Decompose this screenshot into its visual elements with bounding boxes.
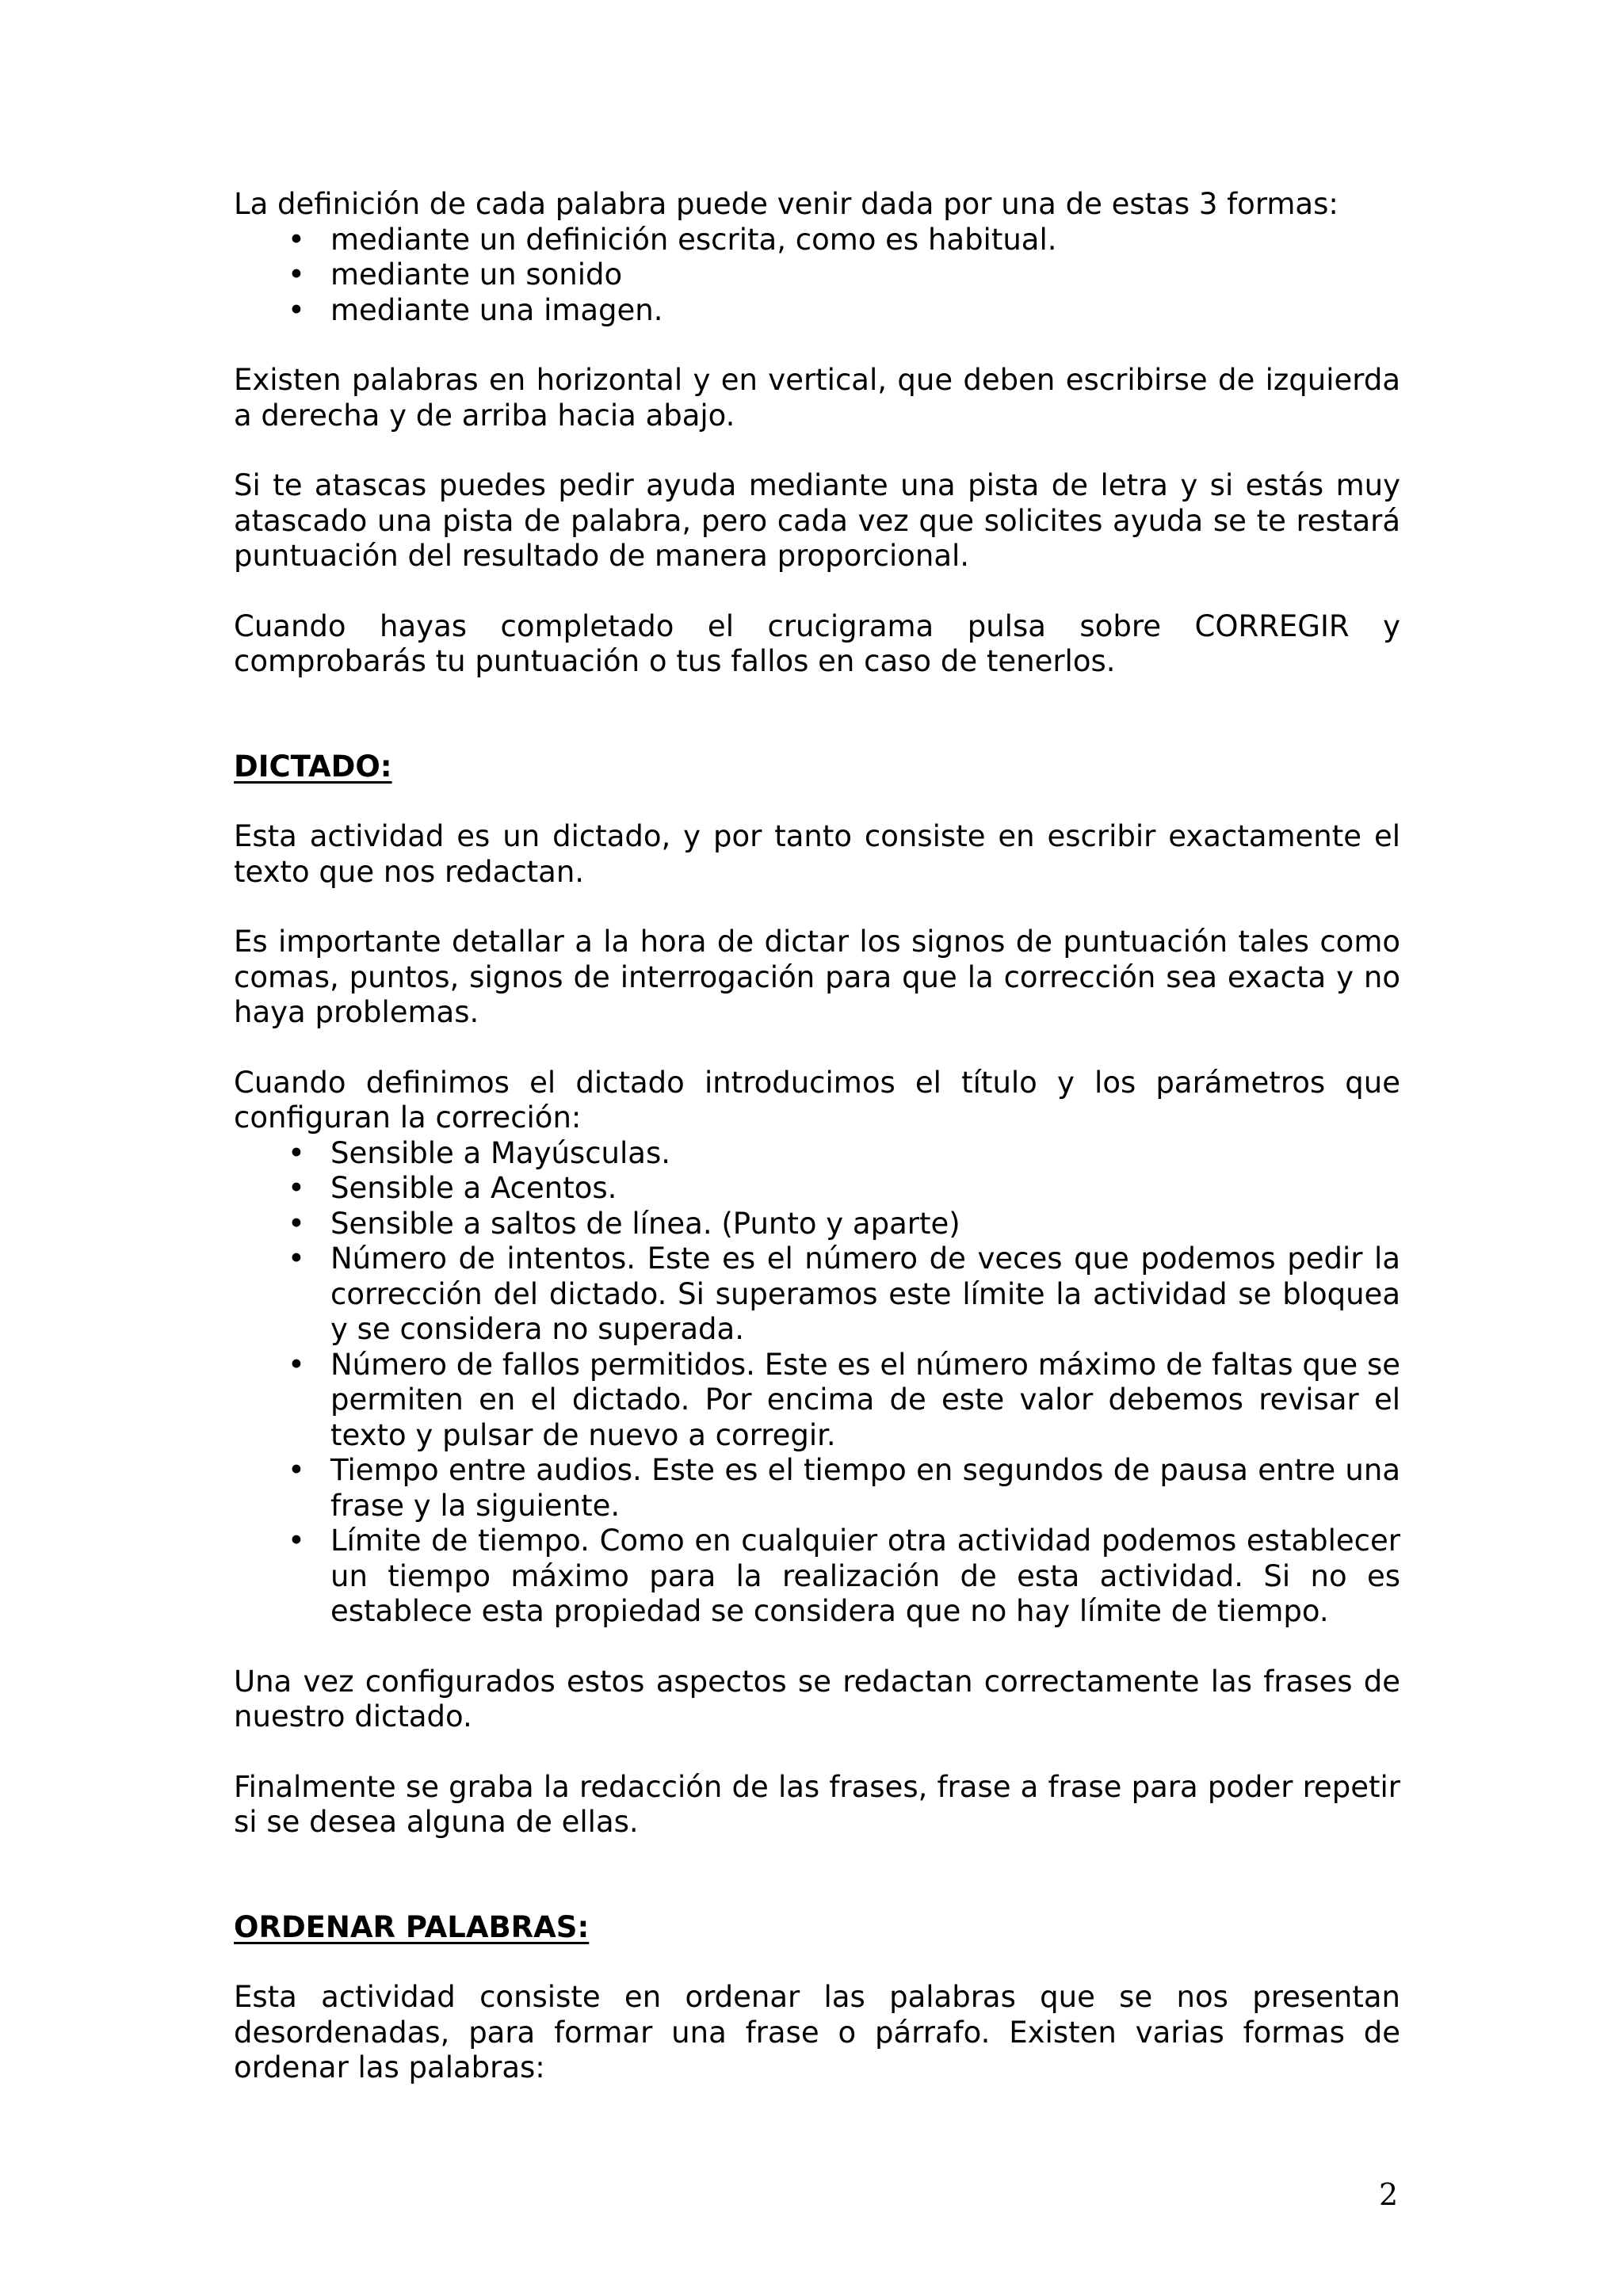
- list-item: • Tiempo entre audios. Este es el tiempo en segundos de pausa entre una frase y la siguiente.: [234, 1453, 1400, 1524]
- list-item: • Número de intentos. Este es el número de veces que podemos pedir la corrección del dictado. Si superamos este límite la actividad se bloquea y se considera no superada.: [234, 1241, 1400, 1348]
- dictado-paragraph: Esta actividad es un dictado, y por tanto consiste en escribir exactamente el texto que nos redactan.: [234, 819, 1400, 889]
- list-item: • Sensible a Mayúsculas.: [234, 1136, 1400, 1172]
- correct-paragraph: Cuando hayas completado el crucigrama pulsa sobre CORREGIR y comprobarás tu puntuación o tus fallos en caso de tenerlos.: [234, 608, 1400, 678]
- list-item: • mediante un definición escrita, como es habitual.: [234, 223, 1400, 258]
- list-item: • Límite de tiempo. Como en cualquier otra actividad podemos establecer un tiempo máximo para la realización de esta actividad. Si no es establece esta propiedad se considera que no hay límite de tiempo.: [234, 1524, 1400, 1630]
- list-item: • Sensible a saltos de línea. (Punto y aparte): [234, 1207, 1400, 1242]
- list-item: • mediante un sonido: [234, 257, 1400, 293]
- help-paragraph: Si te atascas puedes pedir ayuda mediante una pista de letra y si estás muy atascado una pista de palabra, pero cada vez que solicites ayuda se te restará puntuación del resultado de manera proporcional.: [234, 468, 1400, 573]
- page-content: [234, 187, 1400, 2086]
- list-item: • mediante una imagen.: [234, 293, 1400, 329]
- dictado-paragraph: Una vez configurados estos aspectos se redactan correctamente las frases de nuestro dictado.: [234, 1664, 1400, 1733]
- definition-forms-list: [234, 223, 1400, 329]
- ordenar-heading: ORDENAR PALABRAS:: [234, 1909, 590, 1944]
- ordenar-paragraph: Esta actividad consiste en ordenar las palabras que se nos presentan desordenadas, para formar una frase o párrafo. Existen varias formas de ordenar las palabras:: [234, 1980, 1400, 2084]
- dictado-paragraph: Cuando definimos el dictado introducimos el título y los parámetros que configuran la correción:: [234, 1065, 1400, 1135]
- page-number: 2: [1379, 2177, 1399, 2212]
- direction-paragraph: Existen palabras en horizontal y en vertical, que deben escribirse de izquierda a derecha y de arriba hacia abajo.: [234, 363, 1400, 433]
- dictado-parameters-list: [234, 1136, 1400, 1630]
- definition-forms-intro: La definición de cada palabra puede venir dada por una de estas 3 formas:: [234, 187, 1338, 221]
- dictado-paragraph: Finalmente se graba la redacción de las frases, frase a frase para poder repetir si se desea alguna de ellas.: [234, 1769, 1400, 1839]
- list-item: • Sensible a Acentos.: [234, 1171, 1400, 1207]
- dictado-heading: DICTADO:: [234, 749, 392, 784]
- dictado-paragraph: Es importante detallar a la hora de dictar los signos de puntuación tales como comas, puntos, signos de interrogación para que la corrección sea exacta y no haya problemas.: [234, 925, 1400, 1029]
- list-item: • Número de fallos permitidos. Este es el número máximo de faltas que se permiten en el dictado. Por encima de este valor debemos revisar el texto y pulsar de nuevo a corregir.: [234, 1348, 1400, 1454]
